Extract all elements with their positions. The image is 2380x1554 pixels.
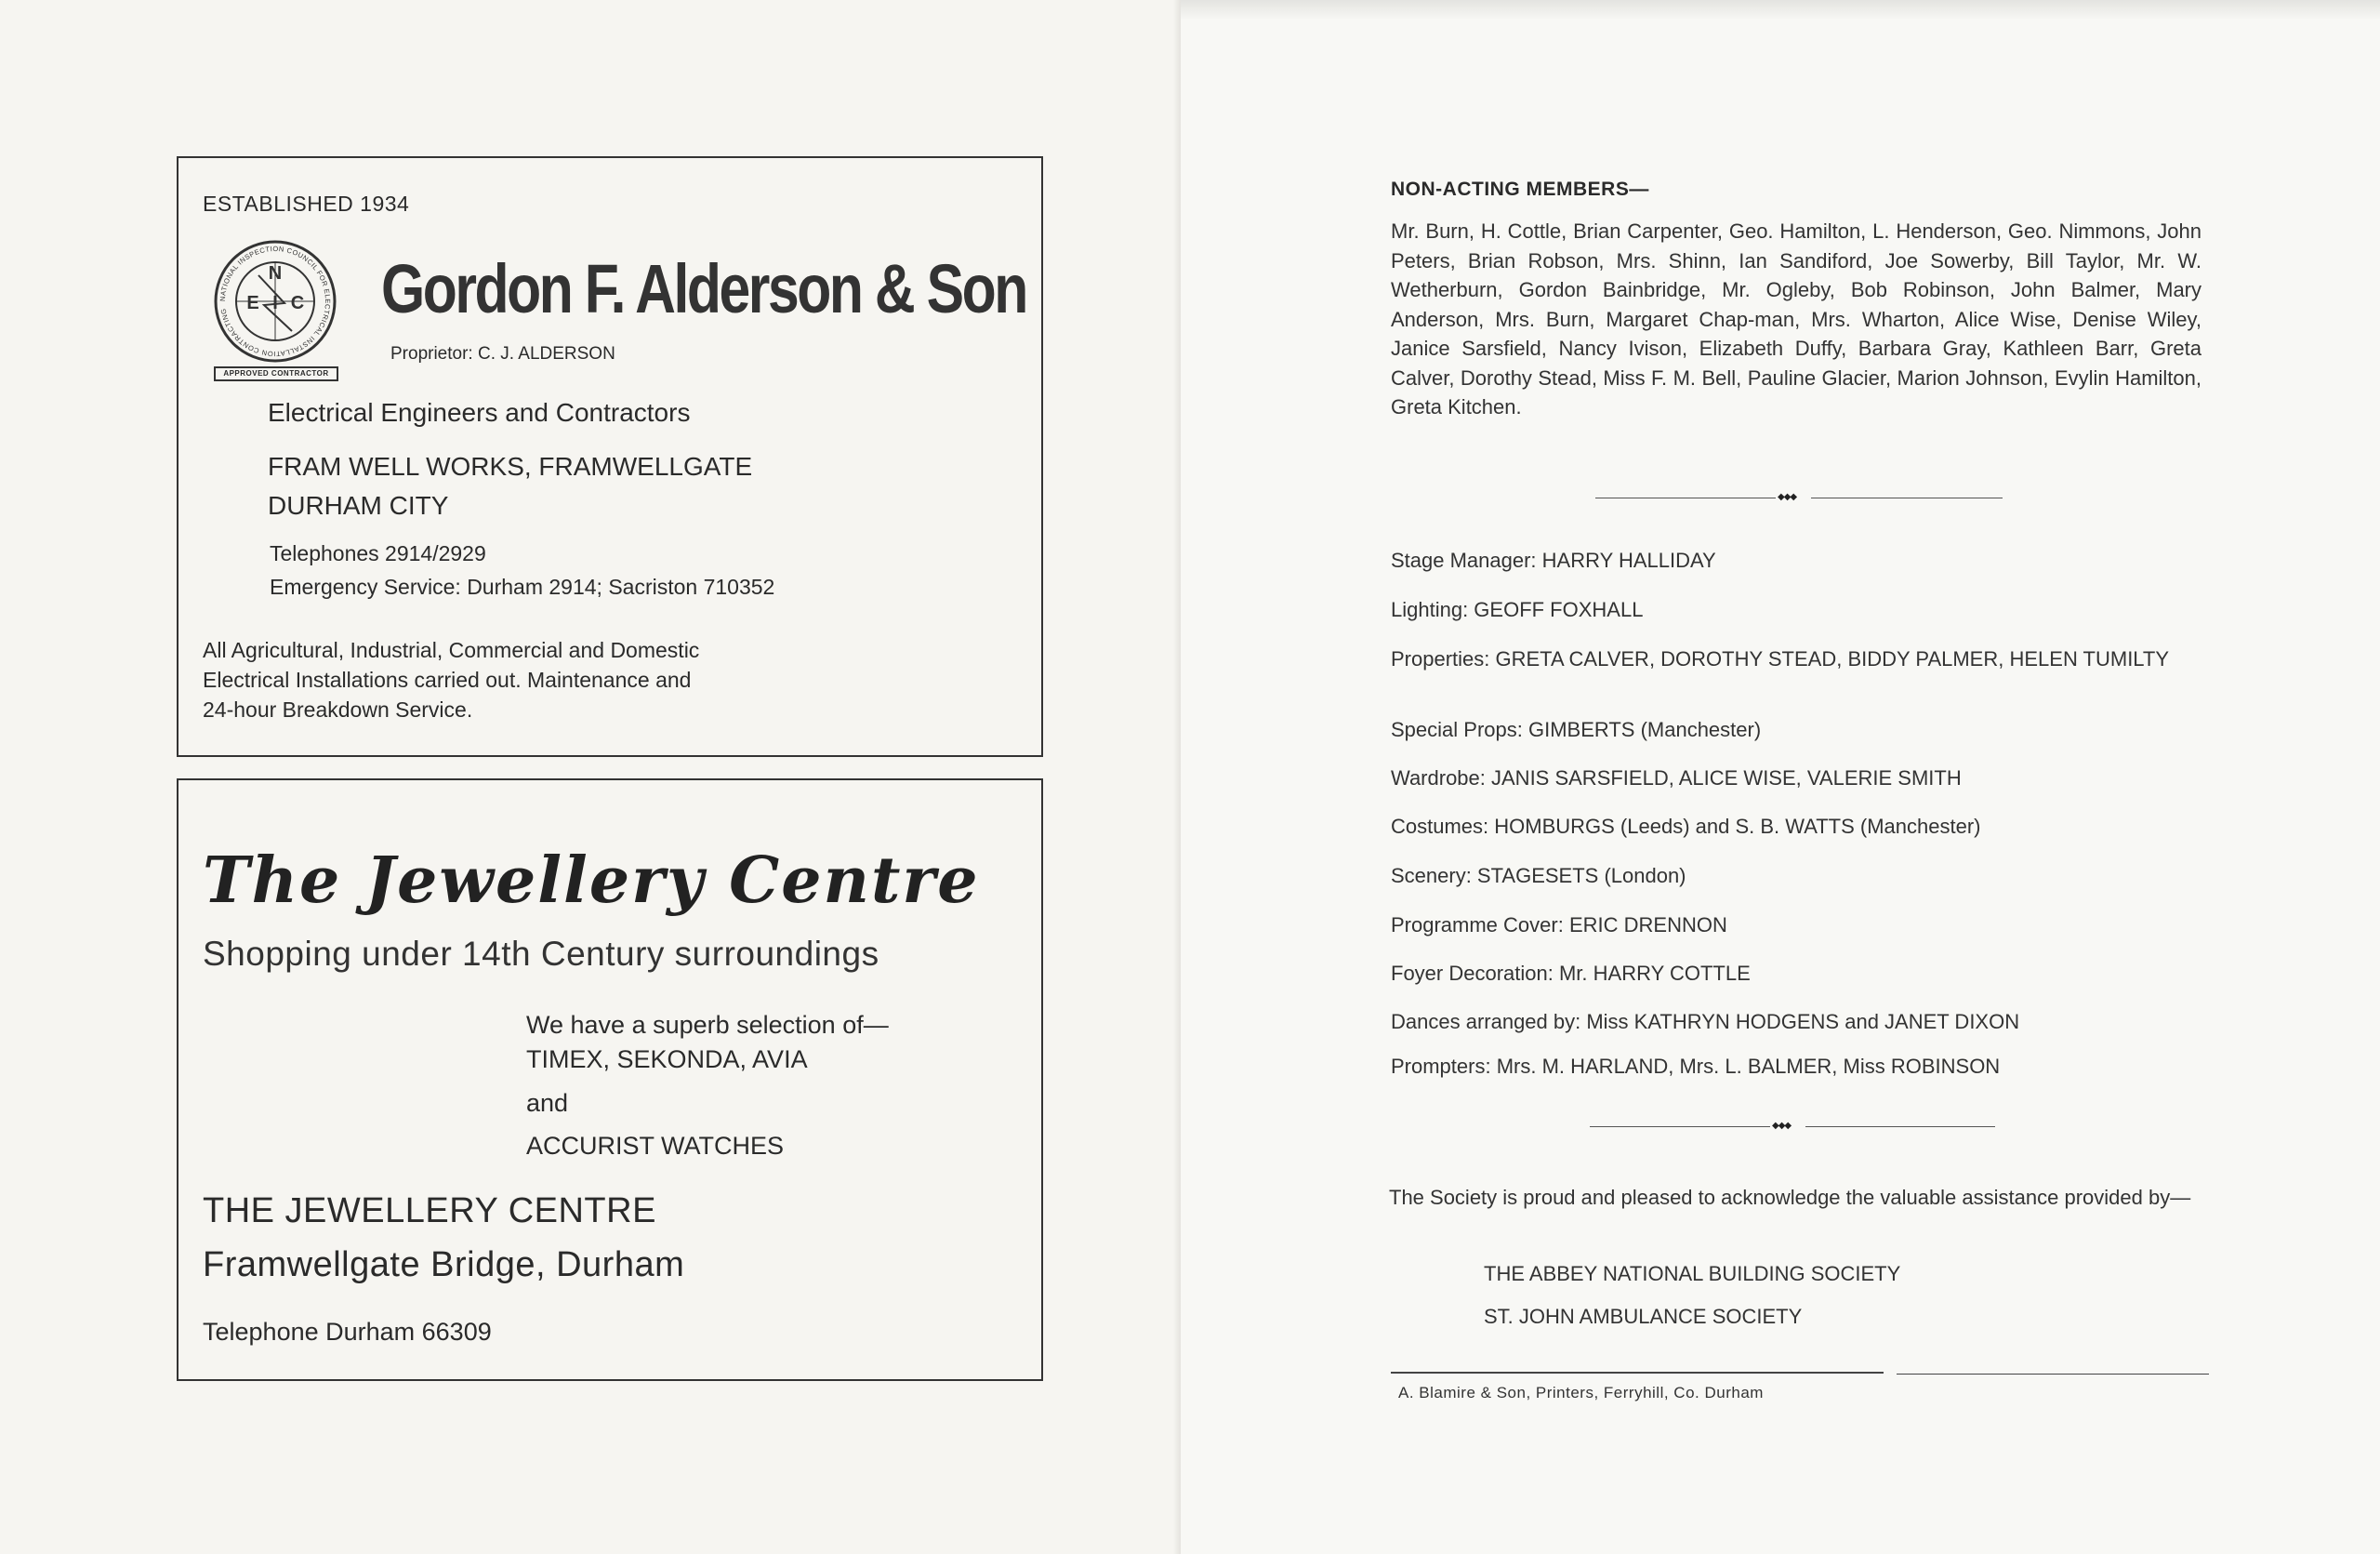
divider-ornament: ◆◆◆: [1772, 1121, 1792, 1131]
non-acting-members-list: Mr. Burn, H. Cottle, Brian Carpenter, Geo. Hamilton, L. Henderson, Geo. Nimmons, John Peters, Brian Robson, Mrs. Shinn, Ian Sandiford, Joe Sowerby, Bill Taylor, Mr. W. Wetherburn, Gordon Bainbridge, Mr. Ogleby, Bob Robinson, John Balmer, Mary Anderson, Mrs. Burn, Margaret Chap-man, Mrs. Wharton, Alice Wise, Denise Wiley, Janice Sarsfield, Nancy Ivison, Elizabeth Duffy, Barbara Gray, Kathleen Barr, Greta Calver, Dorothy Stead, Miss F. M. Bell, Pauline Glacier, Marion Johnson, Evylin Hamilton, Greta Kitchen.: [1391, 219, 2202, 418]
section-divider: [1590, 1122, 1995, 1132]
footer-rule: [1391, 1372, 1884, 1374]
sponsor-abbey-national: THE ABBEY NATIONAL BUILDING SOCIETY: [1484, 1262, 1901, 1285]
watch-brands: TIMEX, SEKONDA, AVIA: [526, 1045, 808, 1073]
trade-description: Electrical Engineers and Contractors: [268, 398, 691, 427]
shop-telephone: Telephone Durham 66309: [203, 1318, 492, 1346]
jewellery-advert: [177, 778, 1043, 1381]
credit-scenery: Scenery: STAGESETS (London): [1391, 864, 1686, 887]
printer-credit: A. Blamire & Son, Printers, Ferryhill, Co. Durham: [1398, 1384, 1764, 1401]
selection-intro: We have a superb selection of—: [526, 1011, 889, 1039]
shop-address: Framwellgate Bridge, Durham: [203, 1245, 685, 1284]
credit-dances: Dances arranged by: Miss KATHRYN HODGENS and JANET DIXON: [1391, 1010, 2020, 1033]
jewellery-title: The Jewellery Centre: [203, 843, 980, 918]
jewellery-subtitle: Shopping under 14th Century surroundings: [203, 935, 879, 973]
section-divider: [1595, 494, 2003, 503]
sponsor-st-john-ambulance: ST. JOHN AMBULANCE SOCIETY: [1484, 1305, 1803, 1328]
credit-foyer-decoration: Foyer Decoration: Mr. HARRY COTTLE: [1391, 962, 1751, 985]
credit-special-props: Special Props: GIMBERTS (Manchester): [1391, 718, 1762, 741]
left-page: [0, 0, 1181, 1554]
alderson-advert: [177, 156, 1043, 757]
address-line-1: FRAM WELL WORKS, FRAMWELLGATE: [268, 452, 753, 481]
address-line-2: DURHAM CITY: [268, 491, 449, 520]
emergency-service: Emergency Service: Durham 2914; Sacriston 710352: [270, 575, 775, 599]
right-page: [1181, 0, 2380, 1554]
credit-costumes: Costumes: HOMBURGS (Leeds) and S. B. WATTS (Manchester): [1391, 815, 1981, 838]
page-shadow: [1181, 0, 2380, 20]
services-line-3: 24-hour Breakdown Service.: [203, 697, 473, 722]
seal-letter: E: [246, 293, 259, 313]
shop-name: THE JEWELLERY CENTRE: [203, 1191, 656, 1230]
and-text: and: [526, 1089, 569, 1117]
credit-wardrobe: Wardrobe: JANIS SARSFIELD, ALICE WISE, VALERIE SMITH: [1391, 766, 1962, 790]
footer-rule: [1897, 1374, 2209, 1375]
seal-letter: C: [290, 293, 305, 313]
accurist-watches: ACCURIST WATCHES: [526, 1132, 785, 1160]
non-acting-heading: NON-ACTING MEMBERS—: [1391, 179, 1649, 200]
credit-prompters: Prompters: Mrs. M. HARLAND, Mrs. L. BALMER, Miss ROBINSON: [1391, 1055, 2001, 1078]
company-name: Gordon F. Alderson & Son: [381, 250, 1026, 327]
credit-lighting: Lighting: GEOFF FOXHALL: [1391, 598, 1644, 621]
niceic-seal-icon: [212, 238, 338, 365]
seal-label: APPROVED CONTRACTOR: [214, 366, 338, 381]
seal-letter: N: [268, 263, 283, 284]
telephones: Telephones 2914/2929: [270, 541, 486, 565]
divider-ornament: ◆◆◆: [1778, 492, 1797, 502]
credit-programme-cover: Programme Cover: ERIC DRENNON: [1391, 913, 1727, 936]
credit-stage-manager: Stage Manager: HARRY HALLIDAY: [1391, 549, 1716, 572]
acknowledgement-text: The Society is proud and pleased to acknowledge the valuable assistance provided by—: [1389, 1186, 2191, 1209]
established-year: ESTABLISHED 1934: [203, 192, 410, 216]
credit-properties: Properties: GRETA CALVER, DOROTHY STEAD, BIDDY PALMER, HELEN TUMILTY: [1391, 647, 2170, 671]
proprietor: Proprietor: C. J. ALDERSON: [390, 344, 615, 364]
seal-ring-text: NATIONAL INSPECTION COUNCIL FOR ELECTRICAL INSTALLATION CONTRACTING: [218, 244, 333, 359]
services-line-2: Electrical Installations carried out. Maintenance and: [203, 668, 692, 692]
seal-letter: I: [272, 293, 278, 313]
services-line-1: All Agricultural, Industrial, Commercial and Domestic: [203, 638, 700, 662]
